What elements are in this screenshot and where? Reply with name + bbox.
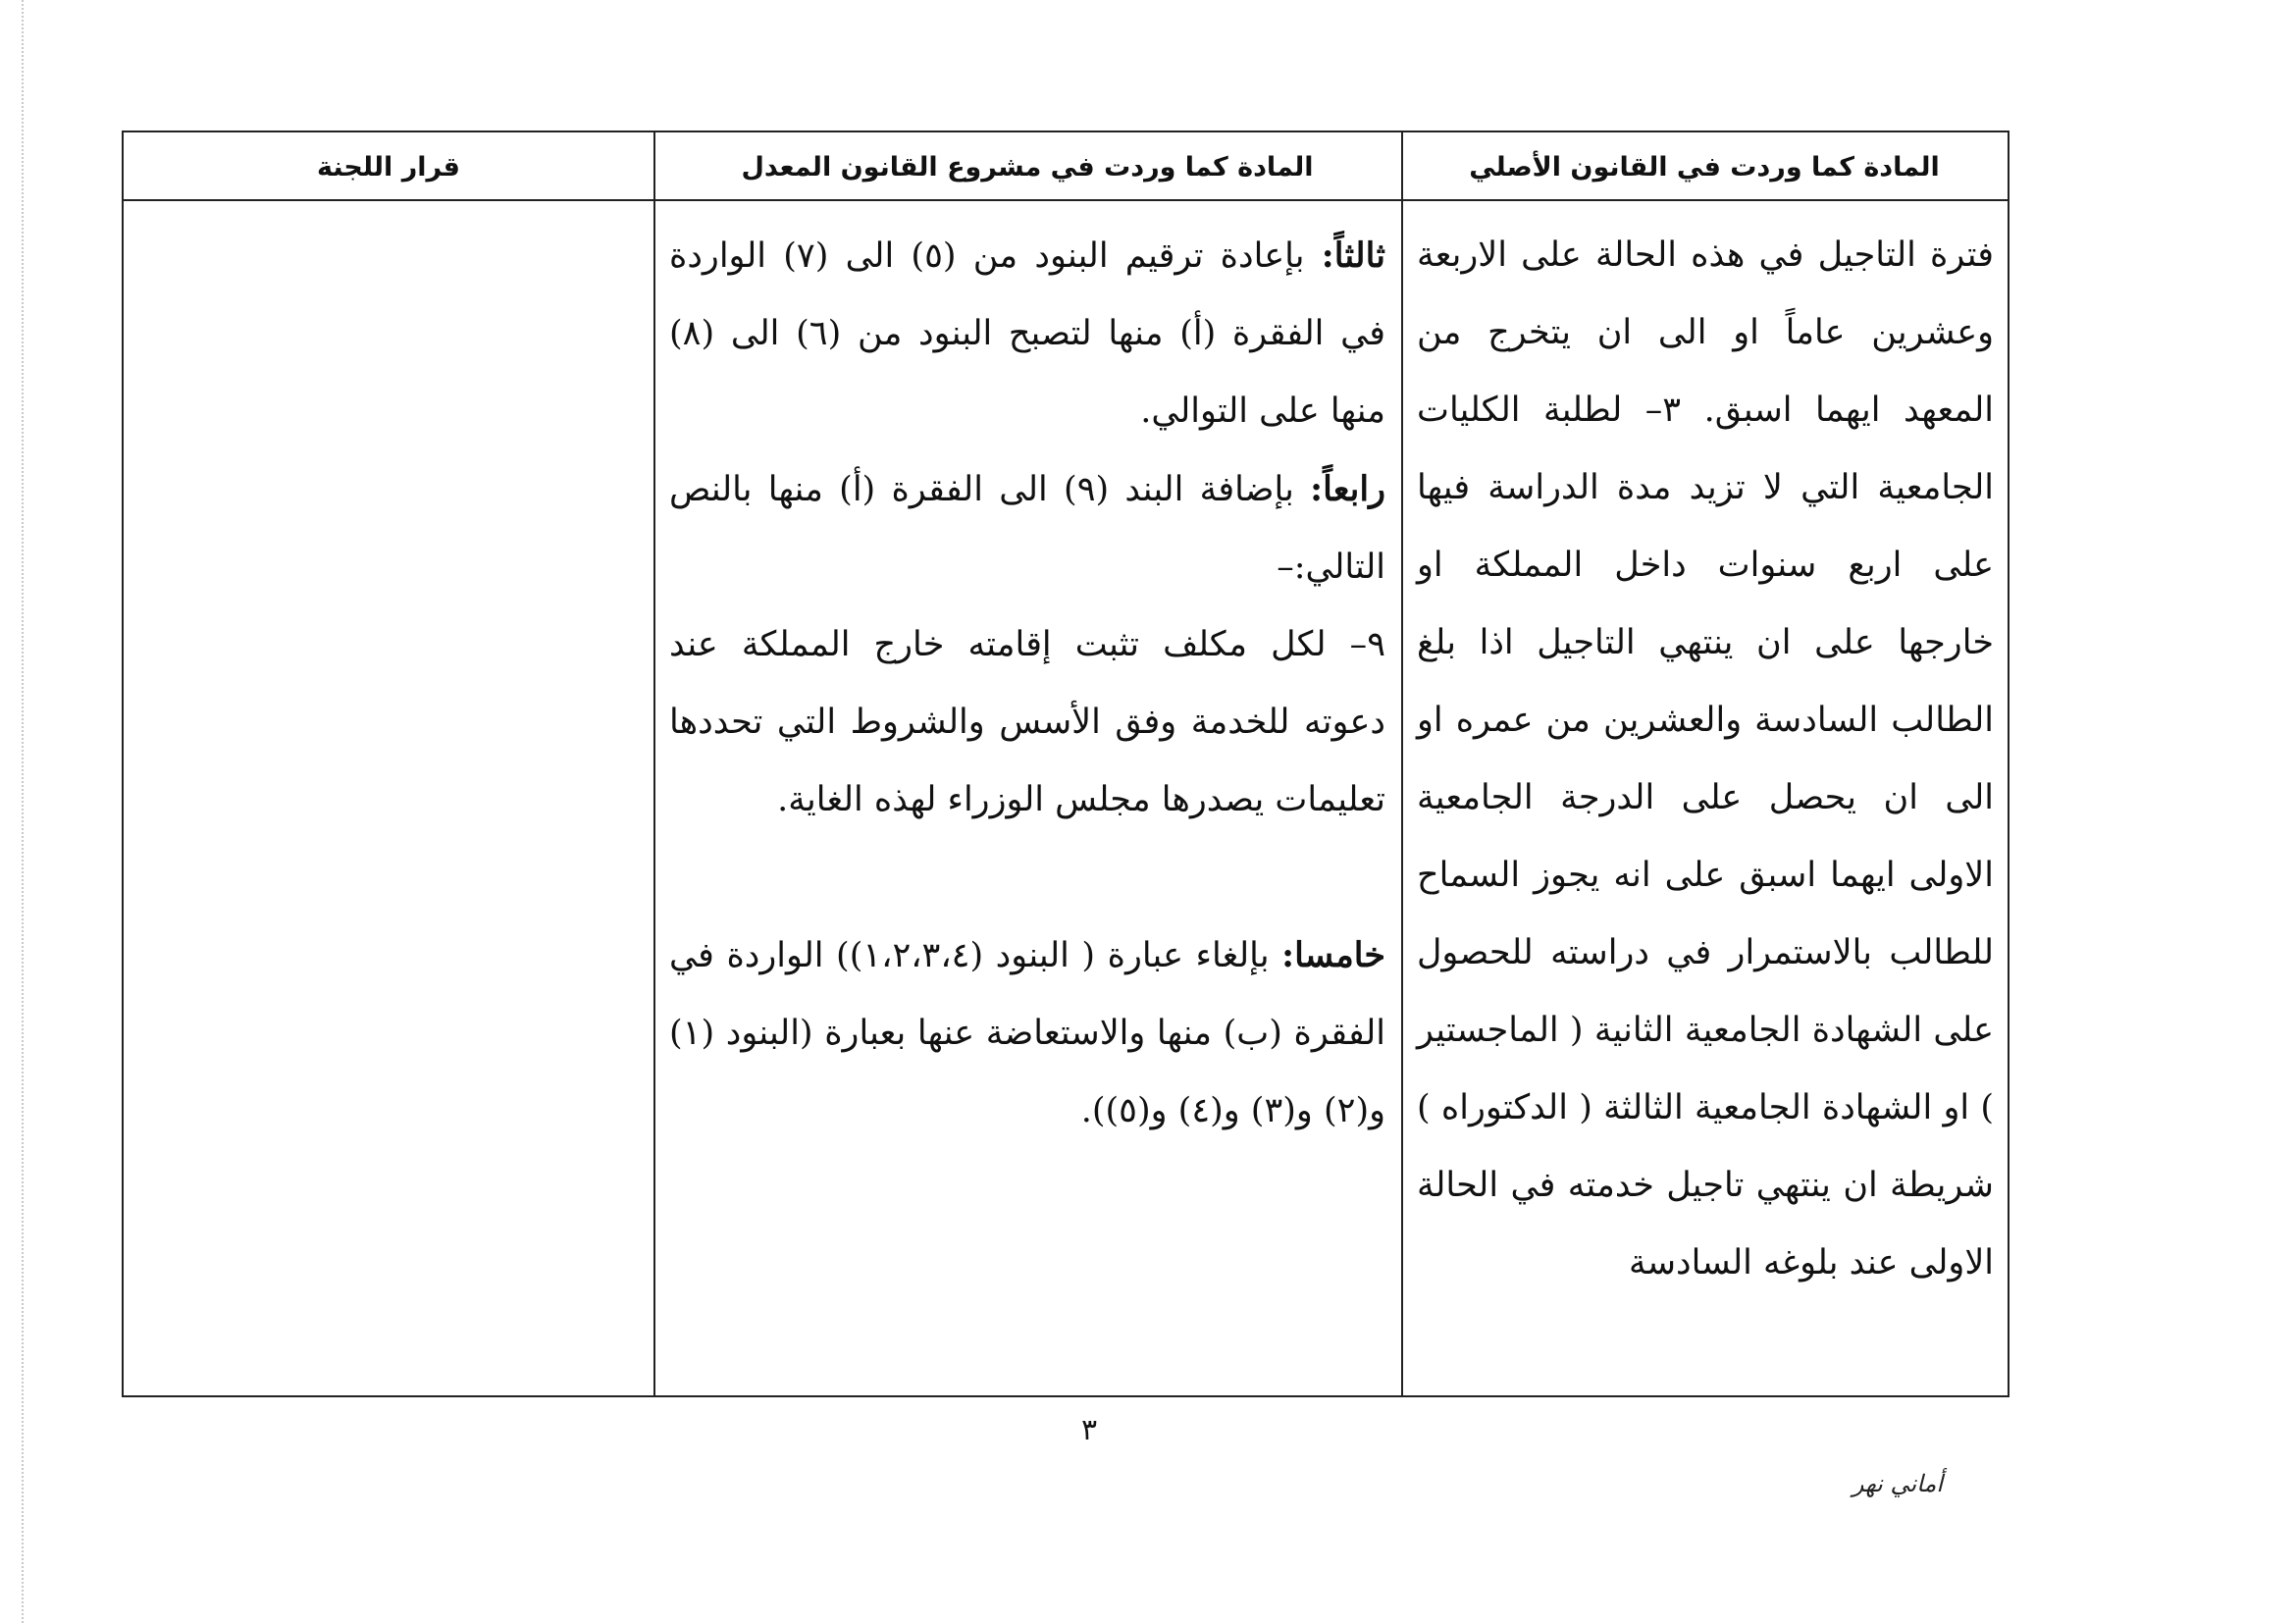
committee-decision-column — [124, 132, 653, 1395]
amendment-fourth-text: بإضافة البند (٩) الى الفقرة (أ) منها بالنص التالي:– — [669, 470, 1385, 587]
amendment-fourth — [669, 450, 1385, 606]
amended-law-text — [653, 217, 1401, 1150]
paragraph-gap — [669, 839, 1385, 916]
amendment-item-9: ٩– لكل مكلف تثبت إقامته خارج المملكة عند دعوته للخدمة وفق الأسس والشروط التي تحددها تعليمات يصدرها مجلس الوزراء لهذه الغاية. — [669, 625, 1385, 819]
amendment-third-text: بإعادة ترقيم البنود من (٥) الى (٧) الواردة في الفقرة (أ) منها لتصبح البنود من (٦) الى (٨) منها على التوالي. — [669, 236, 1385, 431]
comparison-table — [122, 131, 2009, 1397]
amendment-fifth-lead: خامسا: — [1281, 935, 1386, 975]
signature: أماني نهر — [1852, 1470, 1943, 1497]
header-original-law: المادة كما وردت في القانون الأصلي — [1469, 151, 1940, 183]
amendment-fifth-text: بإلغاء عبارة ( البنود (١،٢،٣،٤)) الواردة في الفقرة (ب) منها والاستعاضة عنها بعبارة (البنود (١) و(٢) و(٣) و(٤) و(٥)). — [669, 936, 1385, 1130]
amendment-third — [669, 217, 1385, 450]
page-number: ٣ — [1080, 1413, 1098, 1447]
scan-edge-line — [22, 0, 24, 1623]
header-committee-decision: قرار اللجنة — [317, 151, 460, 183]
amendment-fifth — [669, 916, 1385, 1150]
original-law-text: فترة التاجيل في هذه الحالة على الاربعة وعشرين عاماً او الى ان يتخرج من المعهد ايهما اسبق. ٣– لطلبة الكليات الجامعية التي لا تزيد مدة الدراسة فيها على اربع سنوات داخل المملكة او خارجها على ان ينتهي التاجيل اذا بلغ الطالب السادسة والعشرين من عمره او الى ان يحصل على الدرجة الجامعية الاولى ايهما اسبق على انه يجوز السماح للطالب بالاستمرار في دراسته للحصول على الشهادة الجامعية الثانية ( الماجستير ) او الشهادة الجامعية الثالثة ( الدكتوراه ) شريطة ان ينتهي تاجيل خدمته في الحالة الاولى عند بلوغه السادسة — [1417, 236, 1994, 1283]
amendment-fourth-lead: رابعاً: — [1310, 469, 1385, 509]
header-amended-law: المادة كما وردت في مشروع القانون المعدل — [741, 151, 1314, 183]
amendment-third-lead: ثالثاً: — [1321, 236, 1385, 276]
table-header-row — [124, 132, 2008, 201]
